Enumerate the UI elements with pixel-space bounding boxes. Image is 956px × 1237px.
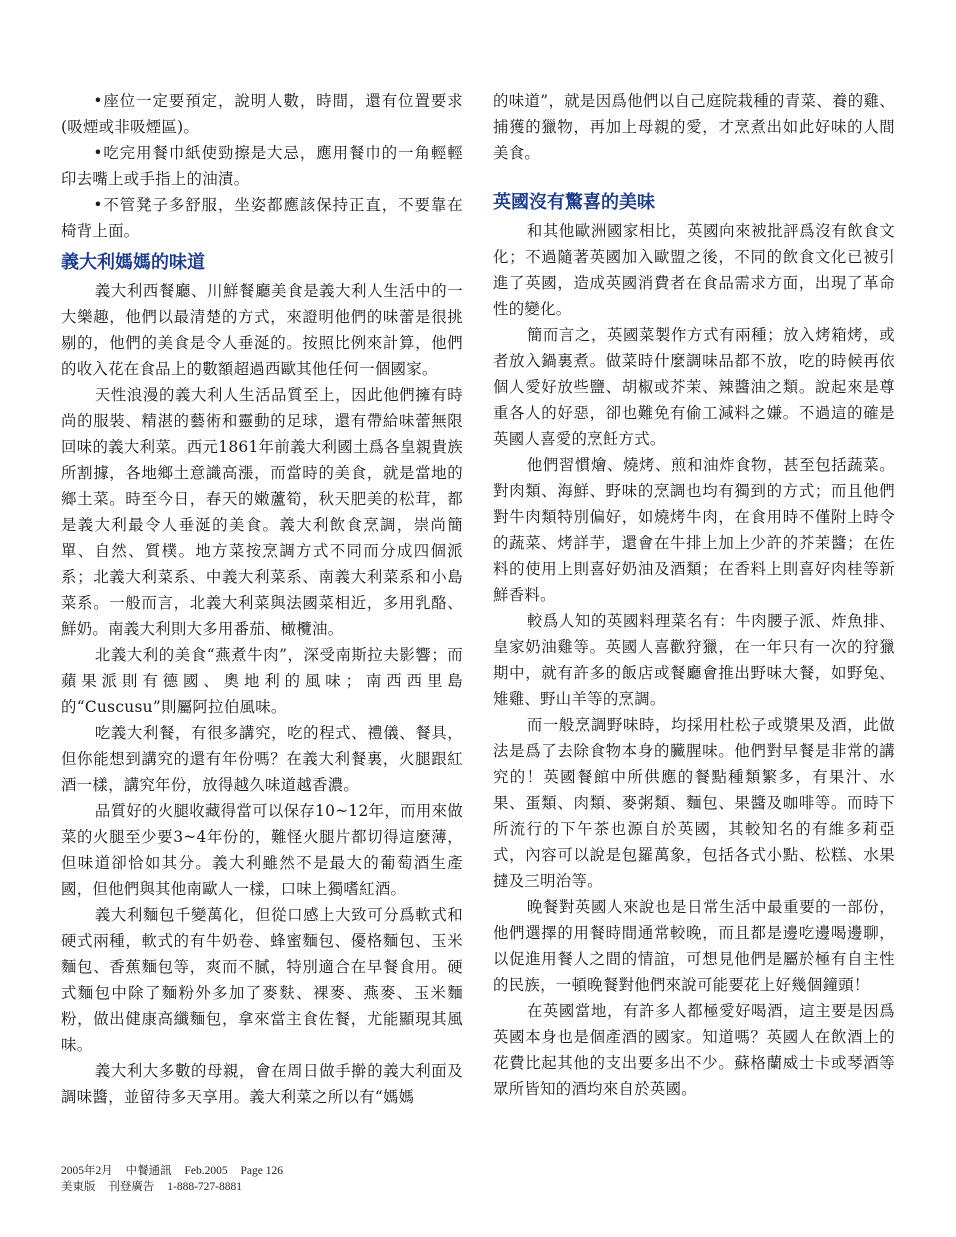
article-continuation: 的味道”，就是因爲他們以自己庭院栽種的青菜、養的雞、捕獲的獵物，再加上母親的愛，才烹煮出如此好味的人間美食。 [493, 92, 895, 162]
section-heading-england: 英國沒有驚喜的美味 [493, 192, 655, 213]
etiquette-bullet: •吃完用餐巾紙使勁擦是大忌，應用餐巾的一角輕輕印去嘴上或手指上的油漬。 [61, 144, 463, 188]
article-paragraph: 晚餐對英國人來說也是日常生活中最重要的一部份，他們選擇的用餐時間通常較晚，而且都是邊吃邊喝邊聊，以促進用餐人之間的情誼，可想見他們是屬於極有自主性的民族，一頓晚餐對他們來說可能要花上好幾個鐘頭！ [493, 898, 895, 994]
etiquette-bullet: •不管凳子多舒服，坐姿都應該保持正直，不要靠在椅背上面。 [61, 196, 463, 240]
footer-ad-line [61, 1179, 283, 1195]
article-paragraph: 北義大利的美食“燕煮牛肉”，深受南斯拉夫影響；而蘋果派則有德國、奧地利的風味；南西西里島的“Cuscusu”則屬阿拉伯風味。 [61, 646, 463, 716]
article-paragraph: 簡而言之，英國菜製作方式有兩種；放入烤箱烤，或者放入鍋裏煮。做菜時什麼調味品都不放，吃的時候再依個人愛好放些鹽、胡椒或芥茉、辣醬油之類。說起來是尊重各人的好惡，卻也難免有偷工減料之嫌。不過這的確是英國人喜愛的烹飪方式。 [493, 326, 895, 448]
article-paragraph: 吃義大利餐，有很多講究，吃的程式、禮儀、餐具，但你能想到講究的還有年份嗎？在義大利餐裏，火腿跟紅酒一樣，講究年份，放得越久味道越香濃。 [61, 724, 463, 794]
article-paragraph: 義大利西餐廳、川鮮餐廳美食是義大利人生活中的一大樂趣，他們以最清楚的方式，來證明他們的味蕾是很挑剔的，他們的美食是令人垂涎的。按照比例來計算，他們的收入花在食品上的數額超過西歐其他任何一個國家。 [61, 282, 463, 378]
footer-publication: 中餐通訊 [125, 1165, 172, 1177]
right-column [493, 88, 895, 1102]
page-footer [61, 1163, 283, 1195]
article-paragraph: 品質好的火腿收藏得當可以保存10~12年，而用來做菜的火腿至少要3~4年份的，難怪火腿片都切得這麼薄，但味道卻恰如其分。義大利雖然不是最大的葡萄酒生產國，但他們與其他南歐人一樣，口味上獨嗜紅酒。 [61, 802, 463, 898]
section-heading-italy: 義大利媽媽的味道 [61, 252, 205, 273]
article-paragraph: 較爲人知的英國料理菜名有：牛肉腰子派、炸魚排、皇家奶油雞等。英國人喜歡狩獵，在一年只有一次的狩獵期中，就有許多的飯店或餐廳會推出野味大餐，如野兔、雉雞、野山羊等的烹調。 [493, 612, 895, 708]
article-paragraph: 天性浪漫的義大利人生活品質至上，因此他們擁有時尚的服裝、精湛的藝術和靈動的足球，還有帶給味蕾無限回味的義大利菜。西元1861年前義大利國土爲各皇親貴族所割據，各地鄉土意識高漲，而當時的美食，就是當地的鄉土菜。時至今日，春天的嫩蘆筍，秋天肥美的松茸，都是義大利最令人垂涎的美食。義大利飲食烹調，崇尚簡單、自然、質樸。地方菜按烹調方式不同而分成四個派系；北義大利菜系、中義大利菜系、南義大利菜系和小島菜系。一般而言，北義大利菜與法國菜相近，多用乳酪、鮮奶。南義大利則大多用番茄、橄欖油。 [61, 386, 463, 638]
footer-phone: 1-888-727-8881 [167, 1181, 242, 1193]
article-paragraph: 義大利麵包千變萬化，但從口感上大致可分爲軟式和硬式兩種，軟式的有牛奶卷、蜂蜜麵包、優格麵包、玉米麵包、香蕉麵包等，爽而不膩，特別適合在早餐食用。硬式麵包中除了麵粉外多加了麥麩、裸麥、燕麥、玉米麵粉，做出健康高纖麵包，拿來當主食佐餐，尤能顯現其風味。 [61, 906, 463, 1054]
footer-issue: Feb.2005 [184, 1165, 228, 1177]
footer-issue-line [61, 1163, 283, 1179]
footer-ad-text: 刊登廣告 [108, 1181, 155, 1193]
article-paragraph: 義大利大多數的母親，會在周日做手擀的義大利面及調味醬，並留待多天享用。義大利菜之所以有“媽媽 [61, 1062, 463, 1106]
footer-page-number: Page 126 [240, 1165, 283, 1177]
left-column [61, 88, 463, 1110]
article-paragraph: 而一般烹調野味時，均採用杜松子或漿果及酒，此做法是爲了去除食物本身的臟腥味。他們對早餐是非常的講究的！英國餐館中所供應的餐點種類繁多，有果汁、水果、蛋類、肉類、麥粥類、麵包、果醬及咖啡等。而時下所流行的下午茶也源自於英國，其較知名的有維多莉亞式，內容可以說是包羅萬象，包括各式小點、松糕、水果撻及三明治等。 [493, 716, 895, 890]
article-paragraph: 在英國當地，有許多人都極愛好喝酒，這主要是因爲英國本身也是個產酒的國家。知道嗎？英國人在飲酒上的花費比起其他的支出要多出不少。蘇格蘭威士卡或琴酒等眾所皆知的酒均來自於英國。 [493, 1002, 895, 1098]
etiquette-bullet: •座位一定要預定，說明人數，時間，還有位置要求(吸煙或非吸煙區)。 [61, 92, 463, 136]
article-paragraph: 和其他歐洲國家相比，英國向來被批評爲沒有飲食文化；不過隨著英國加入歐盟之後，不同的飲食文化已被引進了英國，造成英國消費者在食品需求方面，出現了革命性的變化。 [493, 222, 895, 318]
footer-edition: 美東版 [61, 1181, 96, 1193]
footer-date: 2005年2月 [61, 1165, 113, 1177]
article-paragraph: 他們習慣燴、燒烤、煎和油炸食物，甚至包括蔬菜。對肉類、海鮮、野味的烹調也均有獨到的方式；而且他們對牛肉類特別偏好，如燒烤牛肉，在食用時不僅附上時令的蔬菜、烤詳芋，還會在牛排上加上少許的芥茉醬；在佐料的使用上則喜好奶油及酒類；在香料上則喜好肉桂等新鮮香料。 [493, 456, 895, 604]
